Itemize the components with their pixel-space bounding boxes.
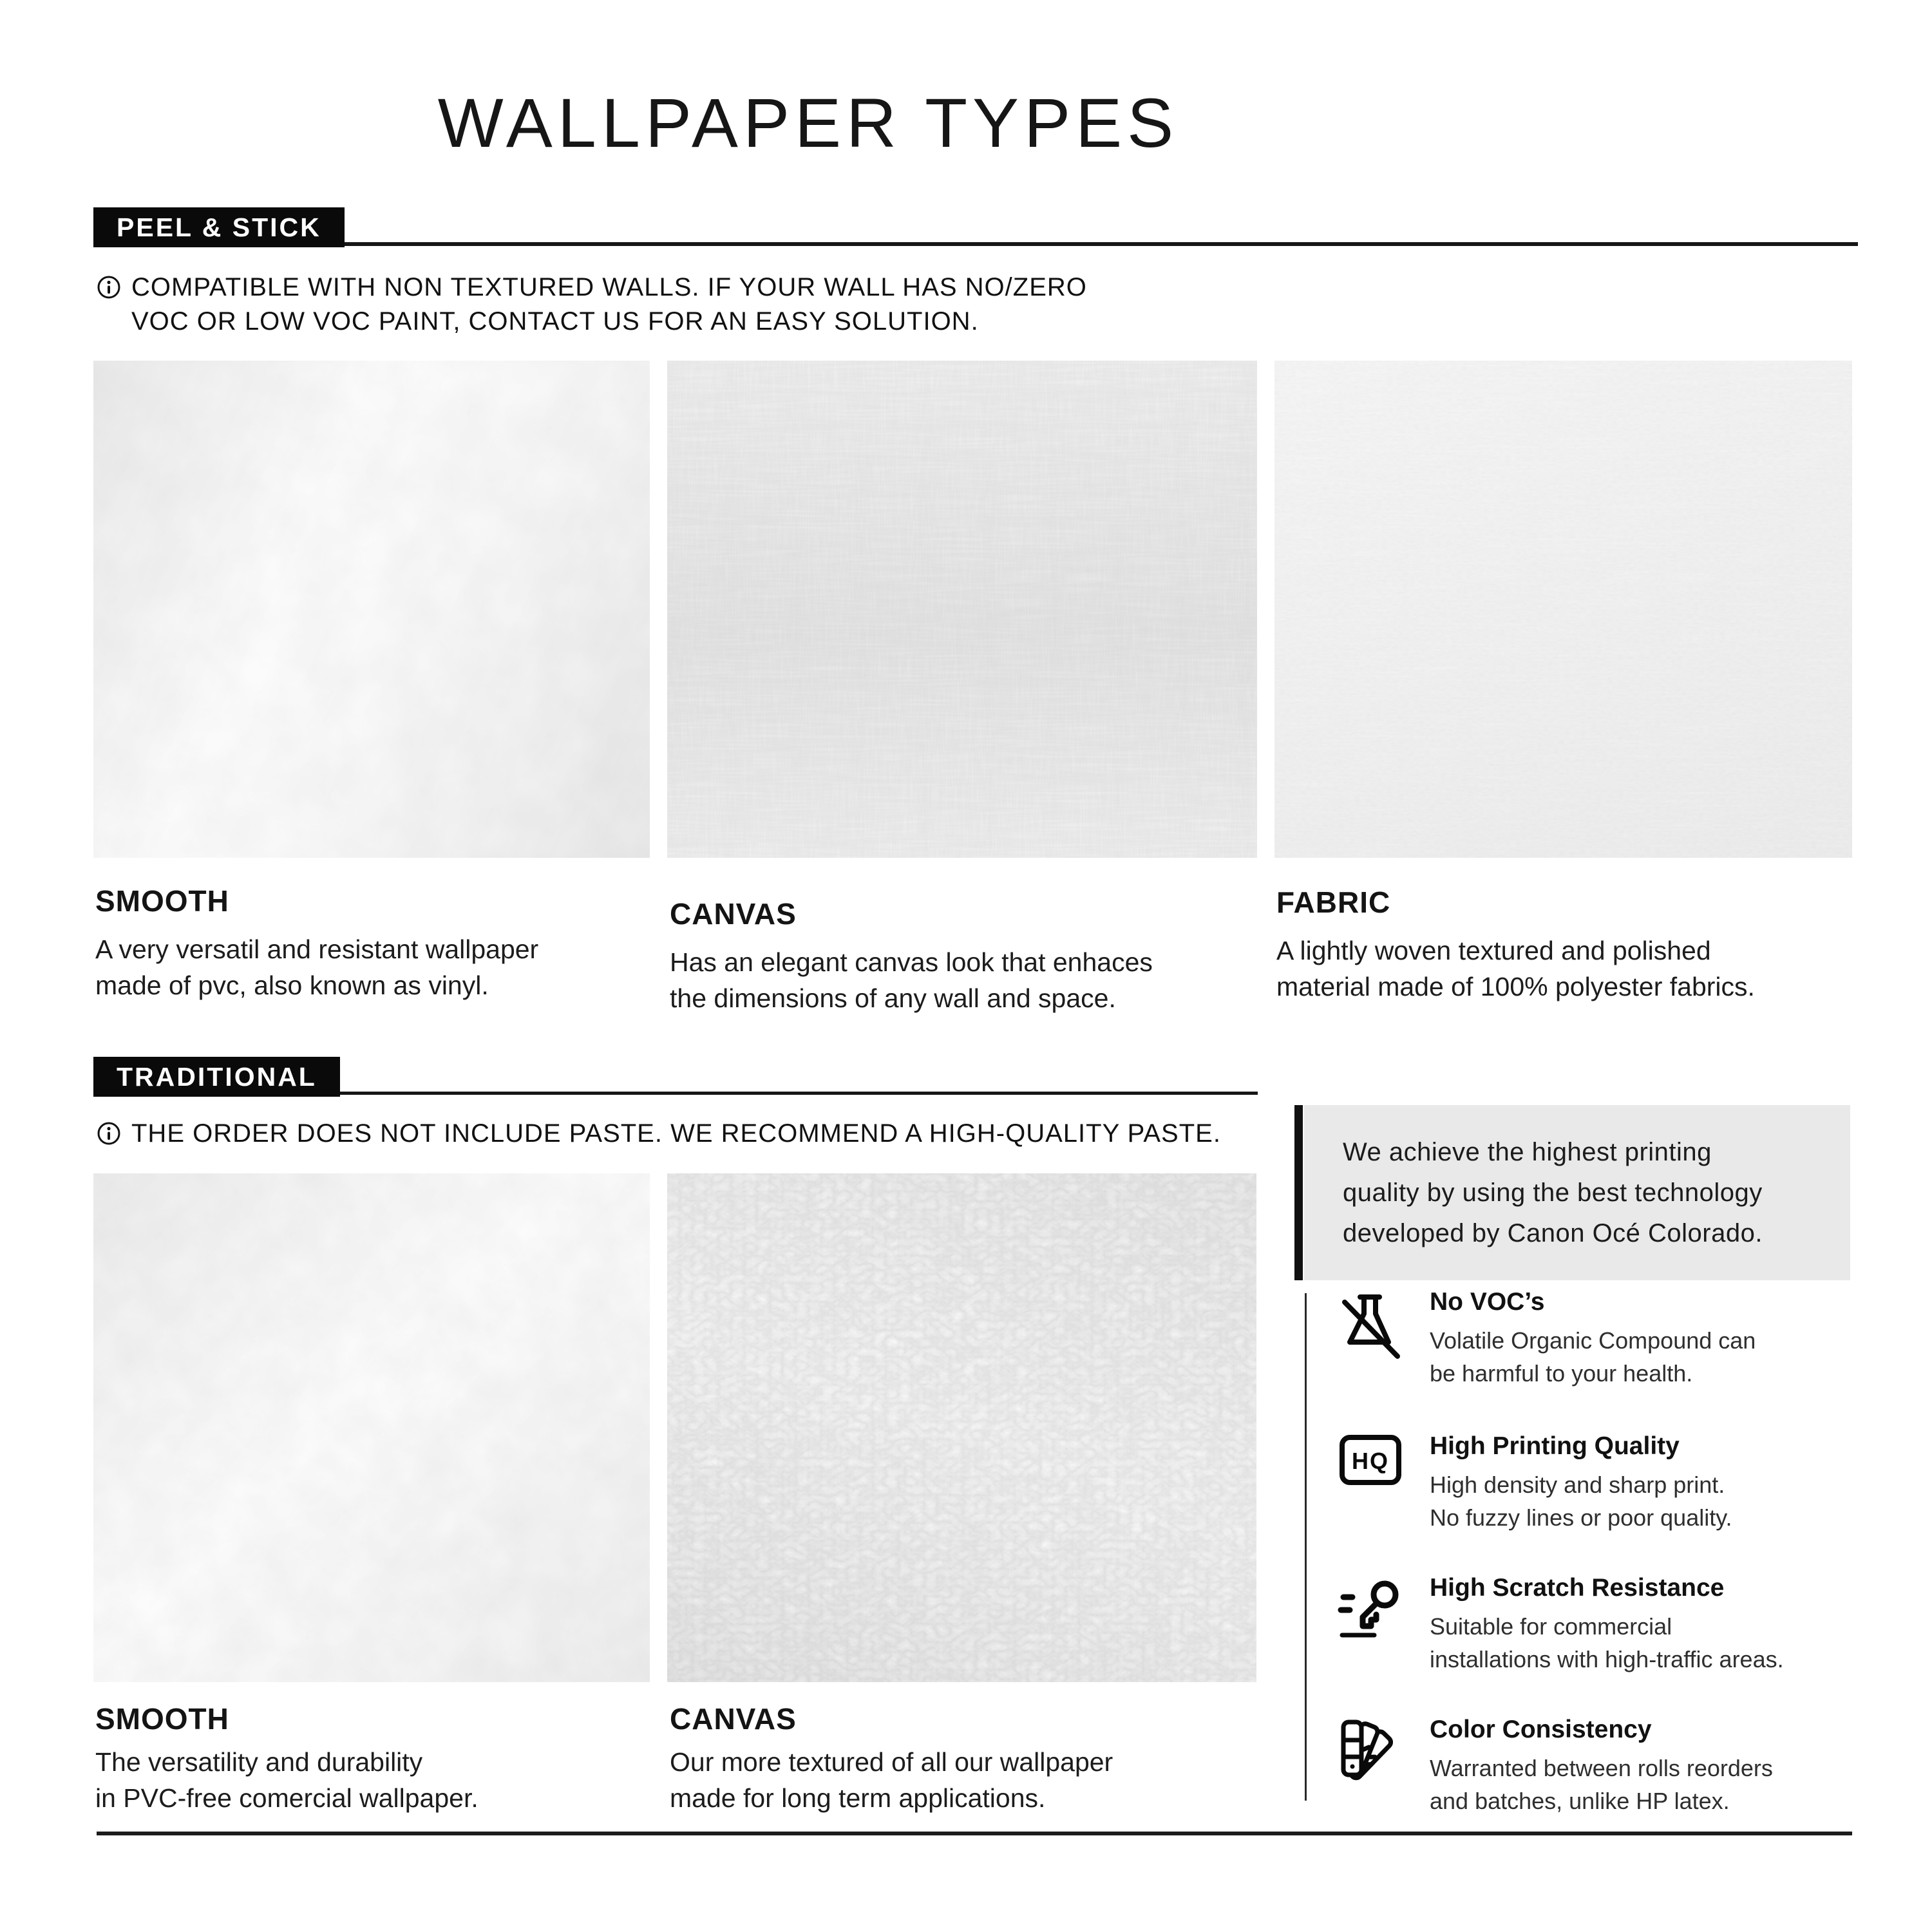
swatch-label: SMOOTH <box>95 1702 229 1736</box>
note-line: COMPATIBLE WITH NON TEXTURED WALLS. IF YOUR WALL HAS NO/ZERO <box>131 273 1087 301</box>
desc-line: No fuzzy lines or poor quality. <box>1430 1504 1732 1531</box>
feature-high-printing-quality <box>1337 1432 1871 1534</box>
swatch-label: CANVAS <box>670 1702 797 1736</box>
desc-line: and batches, unlike HP latex. <box>1430 1788 1730 1814</box>
feature-description <box>1430 1752 1773 1817</box>
feature-title: No VOC’s <box>1430 1288 1545 1316</box>
desc-line: material made of 100% polyester fabrics. <box>1276 972 1755 1001</box>
desc-line: A very versatil and resistant wallpaper <box>95 934 539 964</box>
swatch-label: SMOOTH <box>95 884 229 918</box>
traditional-note-text <box>131 1117 1221 1155</box>
section-badge-label: TRADITIONAL <box>117 1061 317 1092</box>
no-voc-flask-icon <box>1337 1288 1404 1390</box>
desc-line: made for long term applications. <box>670 1783 1046 1813</box>
section-rule-peel-stick <box>93 242 1858 246</box>
feature-description <box>1430 1324 1756 1390</box>
info-icon <box>97 1121 121 1155</box>
desc-line: The versatility and durability <box>95 1747 423 1777</box>
desc-line: made of pvc, also known as vinyl. <box>95 971 489 1000</box>
desc-line: installations with high-traffic areas. <box>1430 1646 1784 1672</box>
traditional-note <box>97 1117 1221 1155</box>
desc-line: the dimensions of any wall and space. <box>670 983 1116 1013</box>
hq-badge-icon <box>1337 1432 1404 1534</box>
desc-line: Volatile Organic Compound can <box>1430 1327 1756 1354</box>
desc-line: Warranted between rolls reorders <box>1430 1755 1773 1781</box>
section-badge-traditional <box>93 1057 340 1097</box>
swatch-label: CANVAS <box>670 897 797 931</box>
feature-title: Color Consistency <box>1430 1716 1652 1743</box>
swatch-description <box>670 944 1153 1016</box>
quality-note-box <box>1304 1105 1850 1280</box>
texture-swatch-fabric-peel <box>1274 361 1852 858</box>
section-badge-label: PEEL & STICK <box>117 212 321 242</box>
feature-title: High Printing Quality <box>1430 1432 1680 1460</box>
texture-swatch-smooth-traditional <box>93 1173 650 1682</box>
note-line: THE ORDER DOES NOT INCLUDE PASTE. WE RECOMMEND A HIGH-QUALITY PASTE. <box>131 1119 1221 1148</box>
info-icon <box>97 274 121 339</box>
quality-note-line: We achieve the highest printing <box>1343 1138 1712 1166</box>
swatch-description <box>1276 933 1755 1005</box>
scratch-key-icon <box>1337 1574 1404 1676</box>
quality-note-accent-bar <box>1294 1105 1303 1280</box>
desc-line: be harmful to your health. <box>1430 1360 1693 1387</box>
section-badge-peel-stick <box>93 207 345 247</box>
color-swatch-fan-icon <box>1337 1716 1404 1817</box>
desc-line: Has an elegant canvas look that enhaces <box>670 947 1153 977</box>
texture-swatch-canvas-peel <box>667 361 1257 858</box>
feature-text <box>1430 1432 1732 1534</box>
quality-note-line: quality by using the best technology <box>1343 1179 1763 1207</box>
swatch-description <box>95 931 538 1003</box>
desc-line: High density and sharp print. <box>1430 1472 1725 1498</box>
peel-stick-note <box>97 270 1087 339</box>
swatch-label: FABRIC <box>1276 886 1391 919</box>
quality-note-line: developed by Canon Océ Colorado. <box>1343 1219 1763 1247</box>
texture-swatch-smooth-peel <box>93 361 650 858</box>
page-title: WALLPAPER TYPES <box>437 84 1179 162</box>
swatch-description <box>670 1744 1113 1816</box>
feature-no-voc <box>1337 1288 1871 1390</box>
bottom-rule <box>97 1832 1852 1835</box>
feature-text <box>1430 1716 1773 1817</box>
feature-title: High Scratch Resistance <box>1430 1574 1725 1602</box>
feature-text <box>1430 1574 1784 1676</box>
feature-color-consistency <box>1337 1716 1871 1817</box>
feature-list-divider <box>1305 1293 1307 1801</box>
note-line: VOC OR LOW VOC PAINT, CONTACT US FOR AN EASY SOLUTION. <box>131 307 979 336</box>
feature-description <box>1430 1468 1732 1534</box>
feature-high-scratch-resistance <box>1337 1574 1871 1676</box>
desc-line: Our more textured of all our wallpaper <box>670 1747 1113 1777</box>
desc-line: Suitable for commercial <box>1430 1613 1672 1640</box>
feature-text <box>1430 1288 1756 1390</box>
desc-line: in PVC-free comercial wallpaper. <box>95 1783 478 1813</box>
texture-swatch-canvas-traditional <box>667 1173 1256 1682</box>
desc-line: A lightly woven textured and polished <box>1276 936 1711 965</box>
feature-description <box>1430 1610 1784 1676</box>
svg-text:HQ: HQ <box>1352 1448 1389 1474</box>
swatch-description <box>95 1744 478 1816</box>
peel-stick-note-text <box>131 270 1087 339</box>
